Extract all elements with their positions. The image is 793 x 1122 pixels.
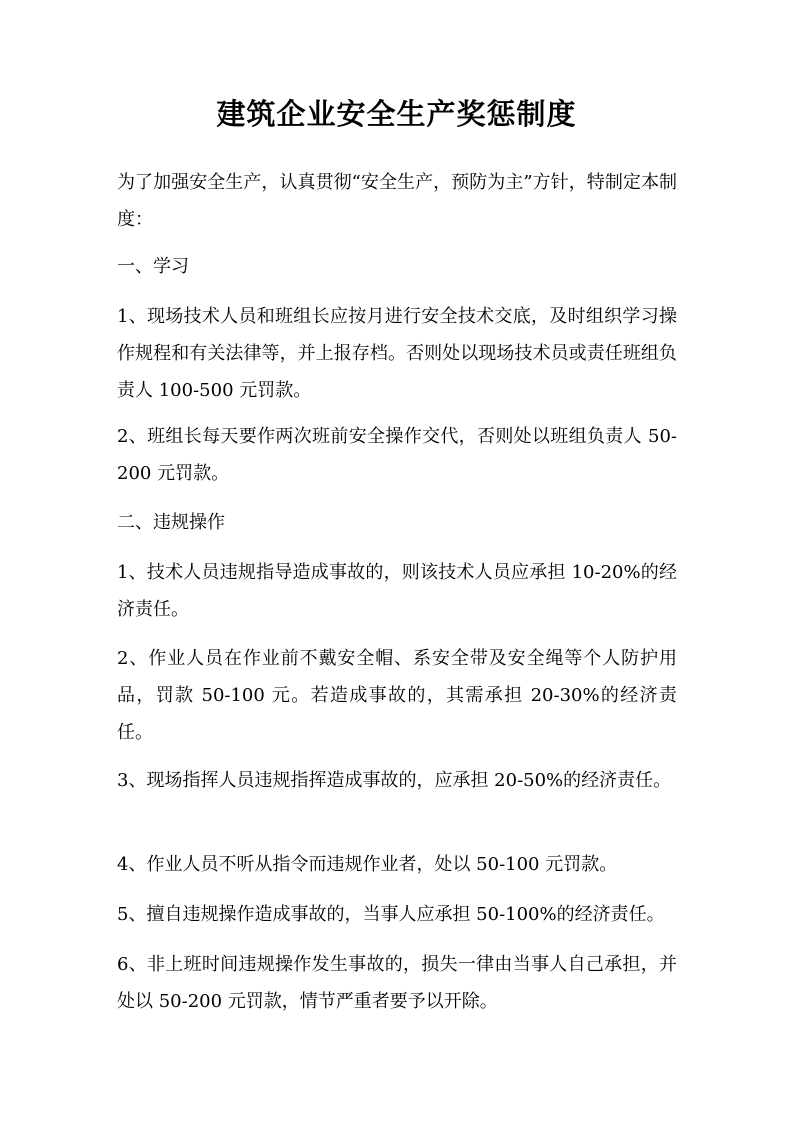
paragraph-intro: 为了加强安全生产，认真贯彻“安全生产，预防为主”方针，特制定本制度： xyxy=(117,172,677,230)
document-title: 建筑企业安全生产奖惩制度 xyxy=(216,97,577,131)
paragraph-violation-1: 1、技术人员违规指导造成事故的，则该技术人员应承担 10-20%的经济责任。 xyxy=(117,562,677,620)
section-heading-study: 一、学习 xyxy=(117,256,189,277)
paragraph-violation-2: 2、作业人员在作业前不戴安全帽、系安全带及安全绳等个人防护用品，罚款 50-100 元。若造成事故的，其需承担 20-30%的经济责任。 xyxy=(117,648,677,743)
section-heading-violation: 二、违规操作 xyxy=(117,512,225,533)
paragraph-violation-3: 3、现场指挥人员违规指挥造成事故的，应承担 20-50%的经济责任。 xyxy=(117,770,672,791)
paragraph-study-1: 1、现场技术人员和班组长应按月进行安全技术交底，及时组织学习操作规程和有关法律等，并上报存档。否则处以现场技术员或责任班组负责人 100-500 元罚款。 xyxy=(117,306,677,401)
paragraph-study-2: 2、班组长每天要作两次班前安全操作交代，否则处以班组负责人 50-200 元罚款。 xyxy=(117,426,677,484)
paragraph-violation-6: 6、非上班时间违规操作发生事故的，损失一律由当事人自己承担，并处以 50-200 元罚款，情节严重者要予以开除。 xyxy=(117,954,677,1012)
paragraph-violation-5: 5、擅自违规操作造成事故的，当事人应承担 50-100%的经济责任。 xyxy=(117,904,665,925)
paragraph-violation-4: 4、作业人员不听从指令而违规作业者，处以 50-100 元罚款。 xyxy=(117,854,618,875)
